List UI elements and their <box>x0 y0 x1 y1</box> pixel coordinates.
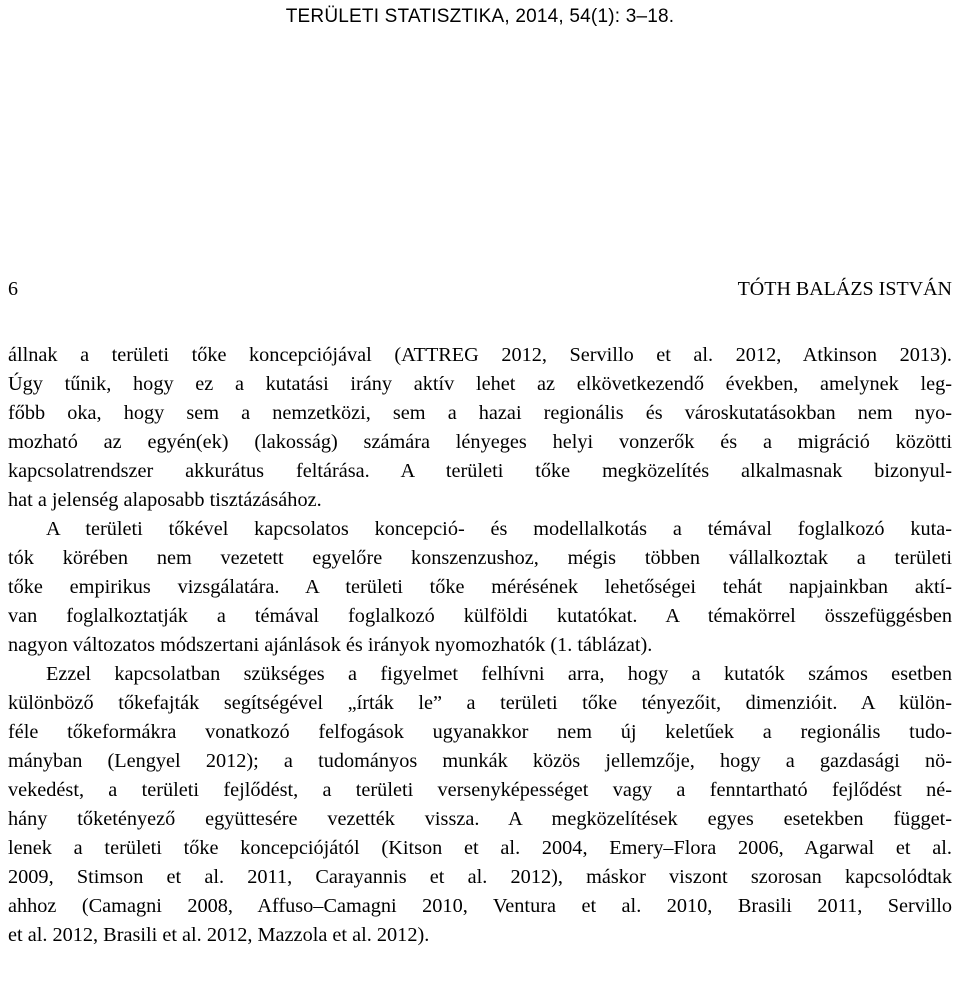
text-line: állnak a területi tőke koncepciójával (ATTREG 2012, Servillo et al. 2012, Atkinson 2013). <box>8 344 952 366</box>
text-line: tók körében nem vezetett egyelőre konszenzushoz, mégis többen vállalkoztak a területi <box>8 547 952 569</box>
text-line: hat a jelenség alaposabb tisztázásához. <box>8 489 322 511</box>
text-line: Ezzel kapcsolatban szükséges a figyelmet felhívni arra, hogy a kutatók számos esetben <box>46 663 952 685</box>
page-number: 6 <box>8 278 18 300</box>
body-text <box>8 341 952 950</box>
text-line: A területi tőkével kapcsolatos koncepció- és modellalkotás a témával foglalkozó kuta- <box>46 518 952 540</box>
text-line: hány tőketényező együttesére vezették vissza. A megközelítések egyes esetekben függet- <box>8 808 952 830</box>
paragraph <box>8 660 952 950</box>
text-line: mozható az egyén(ek) (lakosság) számára lényeges helyi vonzerők és a migráció közötti <box>8 431 952 453</box>
text-line: különböző tőkefajták segítségével „írták le” a területi tőke tényezőit, dimenzióit. A külön- <box>8 692 952 714</box>
text-line: et al. 2012, Brasili et al. 2012, Mazzola et al. 2012). <box>8 924 430 946</box>
text-line: kapcsolatrendszer akkurátus feltárása. A területi tőke megközelítés alkalmasnak bizonyul- <box>8 460 952 482</box>
text-line: lenek a területi tőke koncepciójától (Kitson et al. 2004, Emery–Flora 2006, Agarwal et al. <box>8 837 952 859</box>
paragraph <box>8 515 952 660</box>
text-line: főbb oka, hogy sem a nemzetközi, sem a hazai regionális és városkutatásokban nem nyo- <box>8 402 952 424</box>
author-name: TÓTH BALÁZS ISTVÁN <box>737 278 952 300</box>
text-line: vekedést, a területi fejlődést, a területi versenyképességet vagy a fenntartható fejlődést né- <box>8 779 952 801</box>
page-header <box>8 278 952 301</box>
running-head: TERÜLETI STATISZTIKA, 2014, 54(1): 3–18. <box>285 6 675 27</box>
text-line: mányban (Lengyel 2012); a tudományos munkák közös jellemzője, hogy a gazdasági nö- <box>8 750 952 772</box>
text-line: 2009, Stimson et al. 2011, Carayannis et al. 2012), máskor viszont szorosan kapcsolódtak <box>8 866 952 888</box>
text-line: nagyon változatos módszertani ajánlások és irányok nyomozhatók (1. táblázat). <box>8 634 653 656</box>
text-line: Úgy tűnik, hogy ez a kutatási irány aktív lehet az elkövetkezendő években, amelynek leg- <box>8 373 952 395</box>
paragraph <box>8 341 952 515</box>
text-line: tőke empirikus vizsgálatára. A területi tőke mérésének lehetőségei tehát napjainkban aktí- <box>8 576 952 598</box>
text-line: ahhoz (Camagni 2008, Affuso–Camagni 2010, Ventura et al. 2010, Brasili 2011, Servillo <box>8 895 952 917</box>
text-line: van foglalkoztatják a témával foglalkozó külföldi kutatókat. A témakörrel összefüggésben <box>8 605 952 627</box>
text-line: féle tőkeformákra vonatkozó felfogások ugyanakkor nem új keletűek a regionális tudo- <box>8 721 952 743</box>
